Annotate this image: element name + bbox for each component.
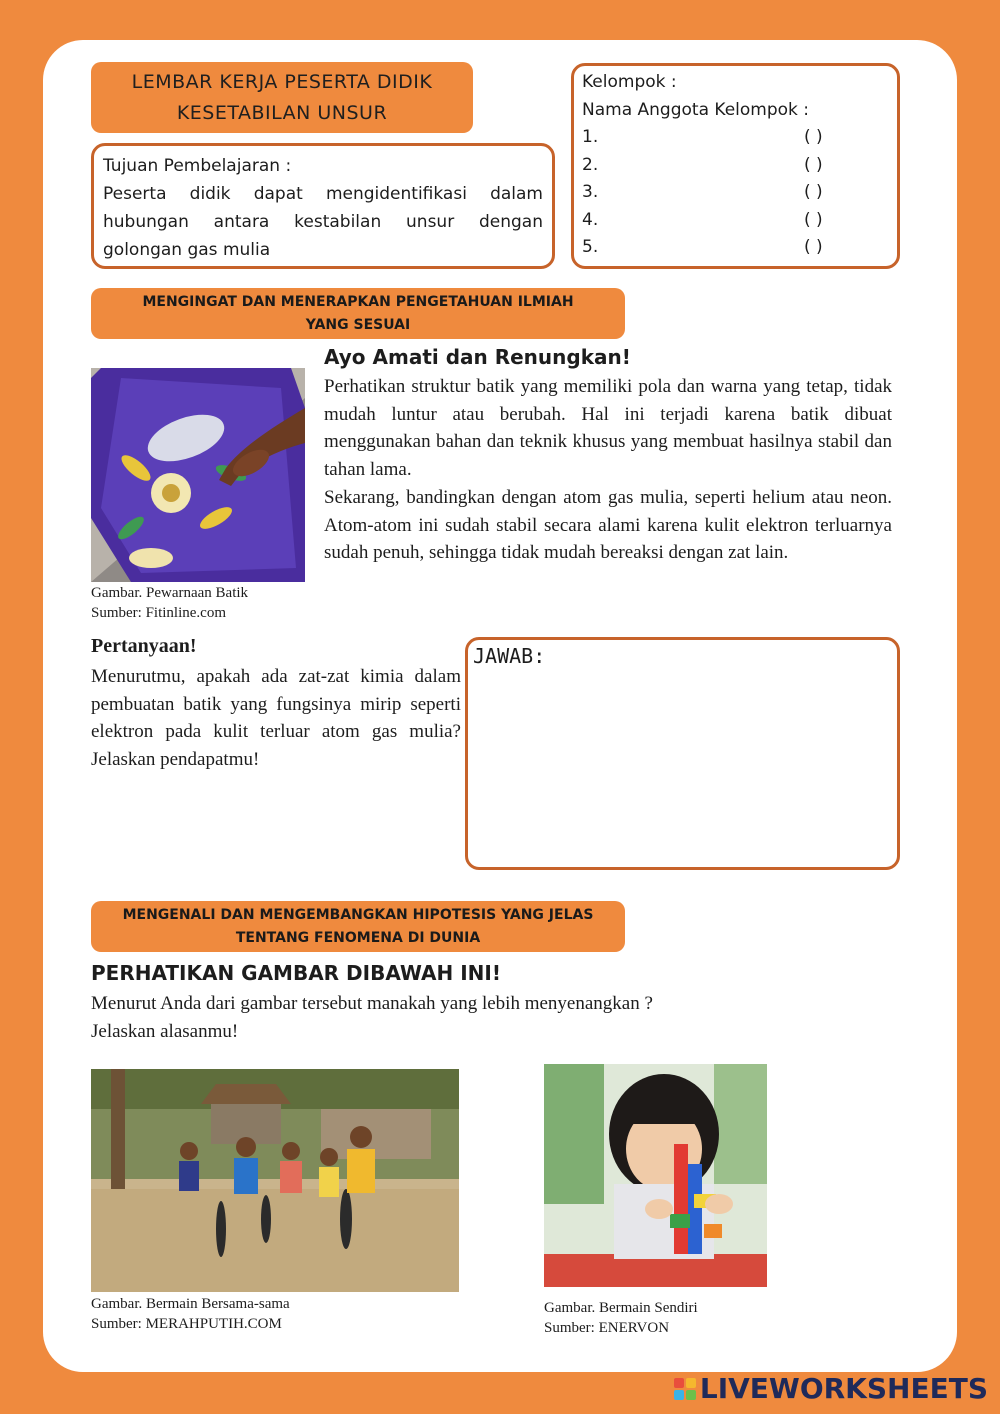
question-title: Pertanyaan! xyxy=(91,635,197,657)
playing-alone-illustration xyxy=(544,1064,767,1287)
playing-together-caption-source: Sumber: MERAHPUTIH.COM xyxy=(91,1316,282,1332)
member-number: 3. xyxy=(582,182,599,202)
answer-label: JAWAB: xyxy=(473,644,546,668)
member-bracket: ( ) xyxy=(804,182,823,202)
member-row[interactable] xyxy=(582,124,889,152)
liveworksheets-wordmark: LIVEWORKSHEETS xyxy=(699,1372,988,1405)
member-row[interactable] xyxy=(582,152,889,180)
playing-alone-caption-source: Sumber: ENERVON xyxy=(544,1320,670,1336)
section-2-header xyxy=(91,901,625,952)
batik-illustration xyxy=(91,368,305,582)
observe-image-heading: PERHATIKAN GAMBAR DIBAWAH INI! xyxy=(91,961,501,985)
compare-question xyxy=(91,990,653,1046)
playing-together-image xyxy=(91,1069,459,1292)
learning-objective-box xyxy=(91,143,555,269)
observe-text xyxy=(324,373,892,567)
member-bracket: ( ) xyxy=(804,209,823,230)
member-bracket: ( ) xyxy=(804,127,823,147)
section-1-header-line-2: YANG SESUAI xyxy=(305,316,411,333)
member-bracket: ( ) xyxy=(804,154,823,175)
section-2-header-line-1: MENGENALI DAN MENGEMBANGKAN HIPOTESIS YANG JELAS xyxy=(122,906,594,923)
playing-alone-caption-title: Gambar. Bermain Sendiri xyxy=(544,1300,698,1316)
playing-together-illustration xyxy=(91,1069,459,1292)
member-number: 4. xyxy=(582,209,599,230)
member-row[interactable] xyxy=(582,207,889,235)
section-2-header-line-2: TENTANG FENOMENA DI DUNIA xyxy=(235,929,481,946)
playing-alone-caption xyxy=(544,1298,698,1338)
liveworksheets-logo-icon xyxy=(674,1378,696,1400)
member-number: 2. xyxy=(582,154,599,175)
batik-caption-title: Gambar. Pewarnaan Batik xyxy=(91,585,249,601)
member-row[interactable] xyxy=(582,179,889,207)
compare-question-line-1: Menurut Anda dari gambar tersebut manakah yang lebih menyenangkan ? xyxy=(91,993,653,1014)
member-number: 5. xyxy=(582,237,599,257)
batik-caption xyxy=(91,583,248,623)
section-1-header-line-1: MENGINGAT DAN MENERAPKAN PENGETAHUAN ILMIAH xyxy=(142,293,574,310)
batik-caption-source: Sumber: Fitinline.com xyxy=(91,605,226,621)
learning-objective-text: Peserta didik dapat mengidentifikasi dalam hubungan antara kestabilan unsur dengan golongan gas mulia xyxy=(103,184,543,260)
learning-objective-label: Tujuan Pembelajaran : xyxy=(103,156,292,176)
title-line-2: KESETABILAN UNSUR xyxy=(176,101,388,124)
answer-box[interactable] xyxy=(465,637,900,870)
playing-together-caption-title: Gambar. Bermain Bersama-sama xyxy=(91,1296,290,1312)
member-row[interactable] xyxy=(582,234,889,262)
playing-alone-image xyxy=(544,1064,767,1287)
group-label: Kelompok : xyxy=(582,72,677,92)
member-number: 1. xyxy=(582,127,599,147)
member-bracket: ( ) xyxy=(804,237,823,257)
batik-image xyxy=(91,368,305,582)
observe-heading: Ayo Amati dan Renungkan! xyxy=(324,345,631,369)
compare-question-line-2: Jelaskan alasanmu! xyxy=(91,1021,239,1042)
group-box xyxy=(571,63,900,269)
playing-together-caption xyxy=(91,1294,290,1334)
section-1-header xyxy=(91,288,625,339)
question-text: Menurutmu, apakah ada zat-zat kimia dalam pembuatan batik yang fungsinya mirip seperti elektron pada kulit terluar atom gas mulia? Jelaskan pendapatmu! xyxy=(91,666,461,771)
observe-paragraph-2: Sekarang, bandingkan dengan atom gas mulia, seperti helium atau neon. Atom-atom ini sudah stabil secara alami karena kulit elektron terluarnya sudah penuh, sehingga tidak mudah bereaksi dengan zat lain. xyxy=(324,486,892,564)
group-members-label: Nama Anggota Kelompok : xyxy=(582,99,810,120)
observe-paragraph-1: Perhatikan struktur batik yang memiliki pola dan warna yang tetap, tidak mudah luntur atau berubah. Hal ini terjadi karena batik dibuat menggunakan bahan dan teknik khusus yang membuat hasilnya stabil dan tahan lama. xyxy=(324,376,892,481)
worksheet-title xyxy=(91,62,473,133)
liveworksheets-brand[interactable] xyxy=(674,1372,988,1405)
title-line-1: LEMBAR KERJA PESERTA DIDIK xyxy=(131,70,433,93)
